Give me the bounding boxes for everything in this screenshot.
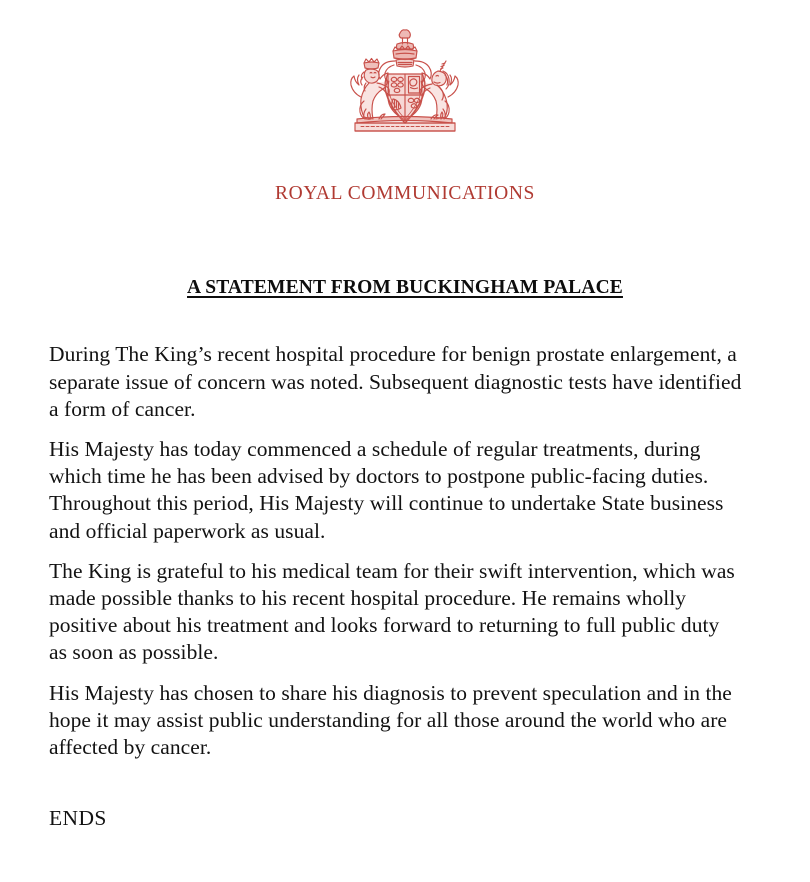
- royal-coat-of-arms-icon: [339, 27, 471, 139]
- page-title-text: A STATEMENT FROM BUCKINGHAM PALACE: [187, 277, 623, 299]
- statement-body: [0, 341, 810, 761]
- statement-paragraph: During The King’s recent hospital procedure for benign prostate enlargement, a separate issue of concern was noted. Subsequent diagnostic tests have identified a form of cancer.: [49, 342, 742, 421]
- crest-container: [0, 0, 810, 139]
- page-title: [0, 277, 810, 299]
- statement-paragraph: His Majesty has today commenced a schedule of regular treatments, during which time he has been advised by doctors to postpone public-facing duties. Throughout this period, His Majesty will continue to undertake State business and official paperwork as usual.: [49, 437, 724, 543]
- royal-communications-header: ROYAL COMMUNICATIONS: [275, 183, 535, 204]
- statement-paragraph: The King is grateful to his medical team for their swift intervention, which was made possible thanks to his recent hospital procedure. He remains wholly positive about his treatment and looks forward to returning to full public duty as soon as possible.: [49, 558, 735, 665]
- statement-paragraph: His Majesty has chosen to share his diagnosis to prevent speculation and in the hope it may assist public understanding for all those around the world who are affected by cancer.: [49, 680, 732, 760]
- end-marker: ENDS: [49, 806, 107, 831]
